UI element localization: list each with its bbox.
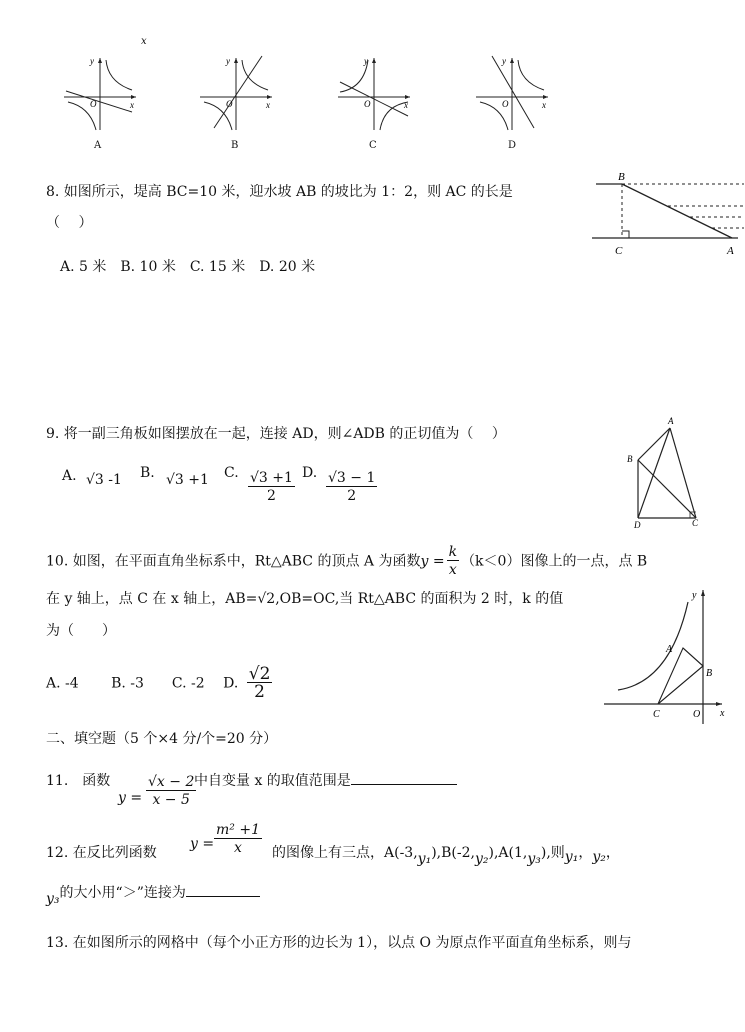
q11-row: [46, 770, 110, 790]
label-a: A: [666, 644, 673, 655]
q9-c-num: √3 +1: [250, 470, 293, 486]
origin-label: O: [90, 99, 97, 109]
q7-graph-d: [472, 52, 552, 132]
q10-line1-b: （k＜0）图像上的一点，点 B: [461, 553, 648, 570]
option-c-label: C: [369, 140, 377, 151]
q13-stem: 13. 在如图所示的网格中（每个小正方形的边长为 1），以点 O 为原点作平面直角坐标系，则与: [46, 935, 632, 951]
q9-a-label: A.: [62, 468, 77, 484]
svg-text:x: x: [266, 100, 270, 110]
q10-line2-a: 在 y 轴上，点 C 在 x 轴上，AB=: [46, 591, 258, 607]
axis-x-label: x: [130, 100, 134, 110]
label-b: B: [706, 668, 713, 679]
option-a-label: A: [94, 140, 102, 151]
q10-func-fraction: [447, 544, 459, 579]
svg-text:y: y: [226, 56, 230, 66]
q12-answer-blank[interactable]: [186, 882, 260, 897]
label-o: O: [693, 709, 701, 720]
q12-p3: ),A(1,: [488, 845, 528, 861]
option-b-label: B: [231, 140, 239, 151]
q9-c-label: C.: [224, 465, 239, 481]
svg-text:x: x: [404, 100, 408, 110]
q7-graph-b: [196, 52, 276, 132]
q12-mid: 的图像上有三点，A(-3,: [272, 845, 418, 861]
q9-a-expr: √3 -1: [86, 472, 122, 488]
axis-y-label: y: [90, 56, 94, 66]
svg-text:x: x: [542, 100, 546, 110]
label-c: C: [692, 518, 699, 528]
q12-lead: 12. 在反比列函数: [46, 845, 157, 861]
svg-text:O: O: [364, 99, 371, 109]
q9-d-den: 2: [347, 488, 357, 504]
q8-stem: 8. 如图所示，堤高 BC=10 米，迎水坡 AB 的坡比为 1：2，则 AC 的长是: [46, 184, 513, 200]
q12-p4: ),则: [540, 845, 565, 861]
q9-d-fraction: [326, 470, 377, 505]
label-c: C: [653, 709, 660, 720]
q12-den: x: [234, 840, 242, 856]
svg-text:y: y: [502, 56, 506, 66]
q9-d-label: D.: [302, 465, 318, 481]
q12-y: y =: [190, 836, 215, 852]
q10-line3: 为（ ）: [46, 623, 116, 639]
q10-func-y: y =: [420, 553, 445, 570]
q11-tail-row: [194, 770, 457, 790]
label-a: A: [668, 416, 674, 426]
q9-c-den: 2: [267, 488, 276, 504]
q9-c-fraction: [248, 470, 295, 505]
section-heading: 二、填空题（5 个×4 分/个=20 分）: [46, 731, 278, 747]
q12-y1: y₁: [417, 851, 432, 867]
q10-func-den: x: [448, 562, 457, 578]
q8-paren: （ ）: [46, 215, 93, 231]
q10-d-fraction: [247, 666, 273, 701]
label-b: B: [618, 171, 625, 183]
svg-text:O: O: [226, 99, 233, 109]
q12-line2-tail: 的大小用“＞”连接为: [59, 885, 186, 901]
q9-b-expr: √3 +1: [166, 472, 209, 488]
q12-p2: ),B(-2,: [431, 845, 475, 861]
svg-text:O: O: [502, 99, 509, 109]
q10-d-den: 2: [254, 682, 265, 702]
q9-d-num: √3 − 1: [328, 470, 376, 486]
q9-b-label: B.: [140, 465, 155, 481]
q10-choices-row: [46, 666, 272, 701]
q11-answer-blank[interactable]: [351, 770, 457, 785]
label-a: A: [727, 245, 734, 257]
q10-d-num: √2: [248, 664, 271, 684]
q11-fraction: [146, 774, 196, 809]
q7-graph-a: [60, 52, 140, 132]
q11-tail: 中自变量 x 的取值范围是: [194, 773, 351, 789]
q12-y3: y₃: [527, 851, 541, 867]
q10-figure: [600, 586, 730, 726]
axis-y-label: y: [692, 590, 697, 601]
q12-line2: [46, 882, 260, 907]
q12-line2-y3: y₃: [46, 891, 60, 907]
q12-num: m² +1: [216, 822, 260, 838]
q8-choices: A. 5 米 B. 10 米 C. 15 米 D. 20 米: [60, 259, 316, 275]
q10-line2: [46, 588, 563, 608]
q12-r4: ，: [605, 845, 620, 861]
q12-y2: y₂: [474, 851, 489, 867]
q10-line2-b: ,OB=OC,当 Rt△ABC 的面积为 2 时，k 的值: [275, 591, 564, 607]
option-d-label: D: [508, 140, 517, 151]
q10-choices: A. -4 B. -3 C. -2 D.: [46, 675, 239, 692]
q9-figure: [620, 414, 706, 530]
q9-stem: 9. 将一副三角板如图摆放在一起，连接 AD，则∠ADB 的正切值为（ ）: [46, 426, 506, 442]
q11-den: x − 5: [152, 792, 190, 808]
q11-num: √x − 2: [148, 774, 195, 790]
q7-graph-c: [334, 52, 414, 132]
svg-text:y: y: [364, 56, 368, 66]
q12-fraction: [214, 822, 262, 857]
q12-line1: [272, 842, 620, 867]
q12-r3: y₂: [592, 849, 606, 865]
label-c: C: [615, 245, 623, 257]
label-d: D: [634, 520, 641, 530]
q10-line2-sqrt: √2: [257, 591, 276, 607]
q11-lead: 11. 函数: [46, 773, 111, 789]
q10-func-num: k: [448, 544, 458, 560]
q10-line1-a: 10. 如图，在平面直角坐标系中，Rt△ABC 的顶点 A 为函数: [46, 553, 421, 570]
axis-x-label: x: [720, 708, 725, 719]
q12-r2: ，: [578, 845, 593, 861]
q10-line1: [46, 544, 647, 579]
q12-r1: y₁: [564, 849, 579, 865]
label-b: B: [627, 454, 633, 464]
top-x-label: x: [141, 36, 147, 47]
q8-figure: [588, 168, 744, 264]
q11-y: y =: [118, 790, 143, 806]
